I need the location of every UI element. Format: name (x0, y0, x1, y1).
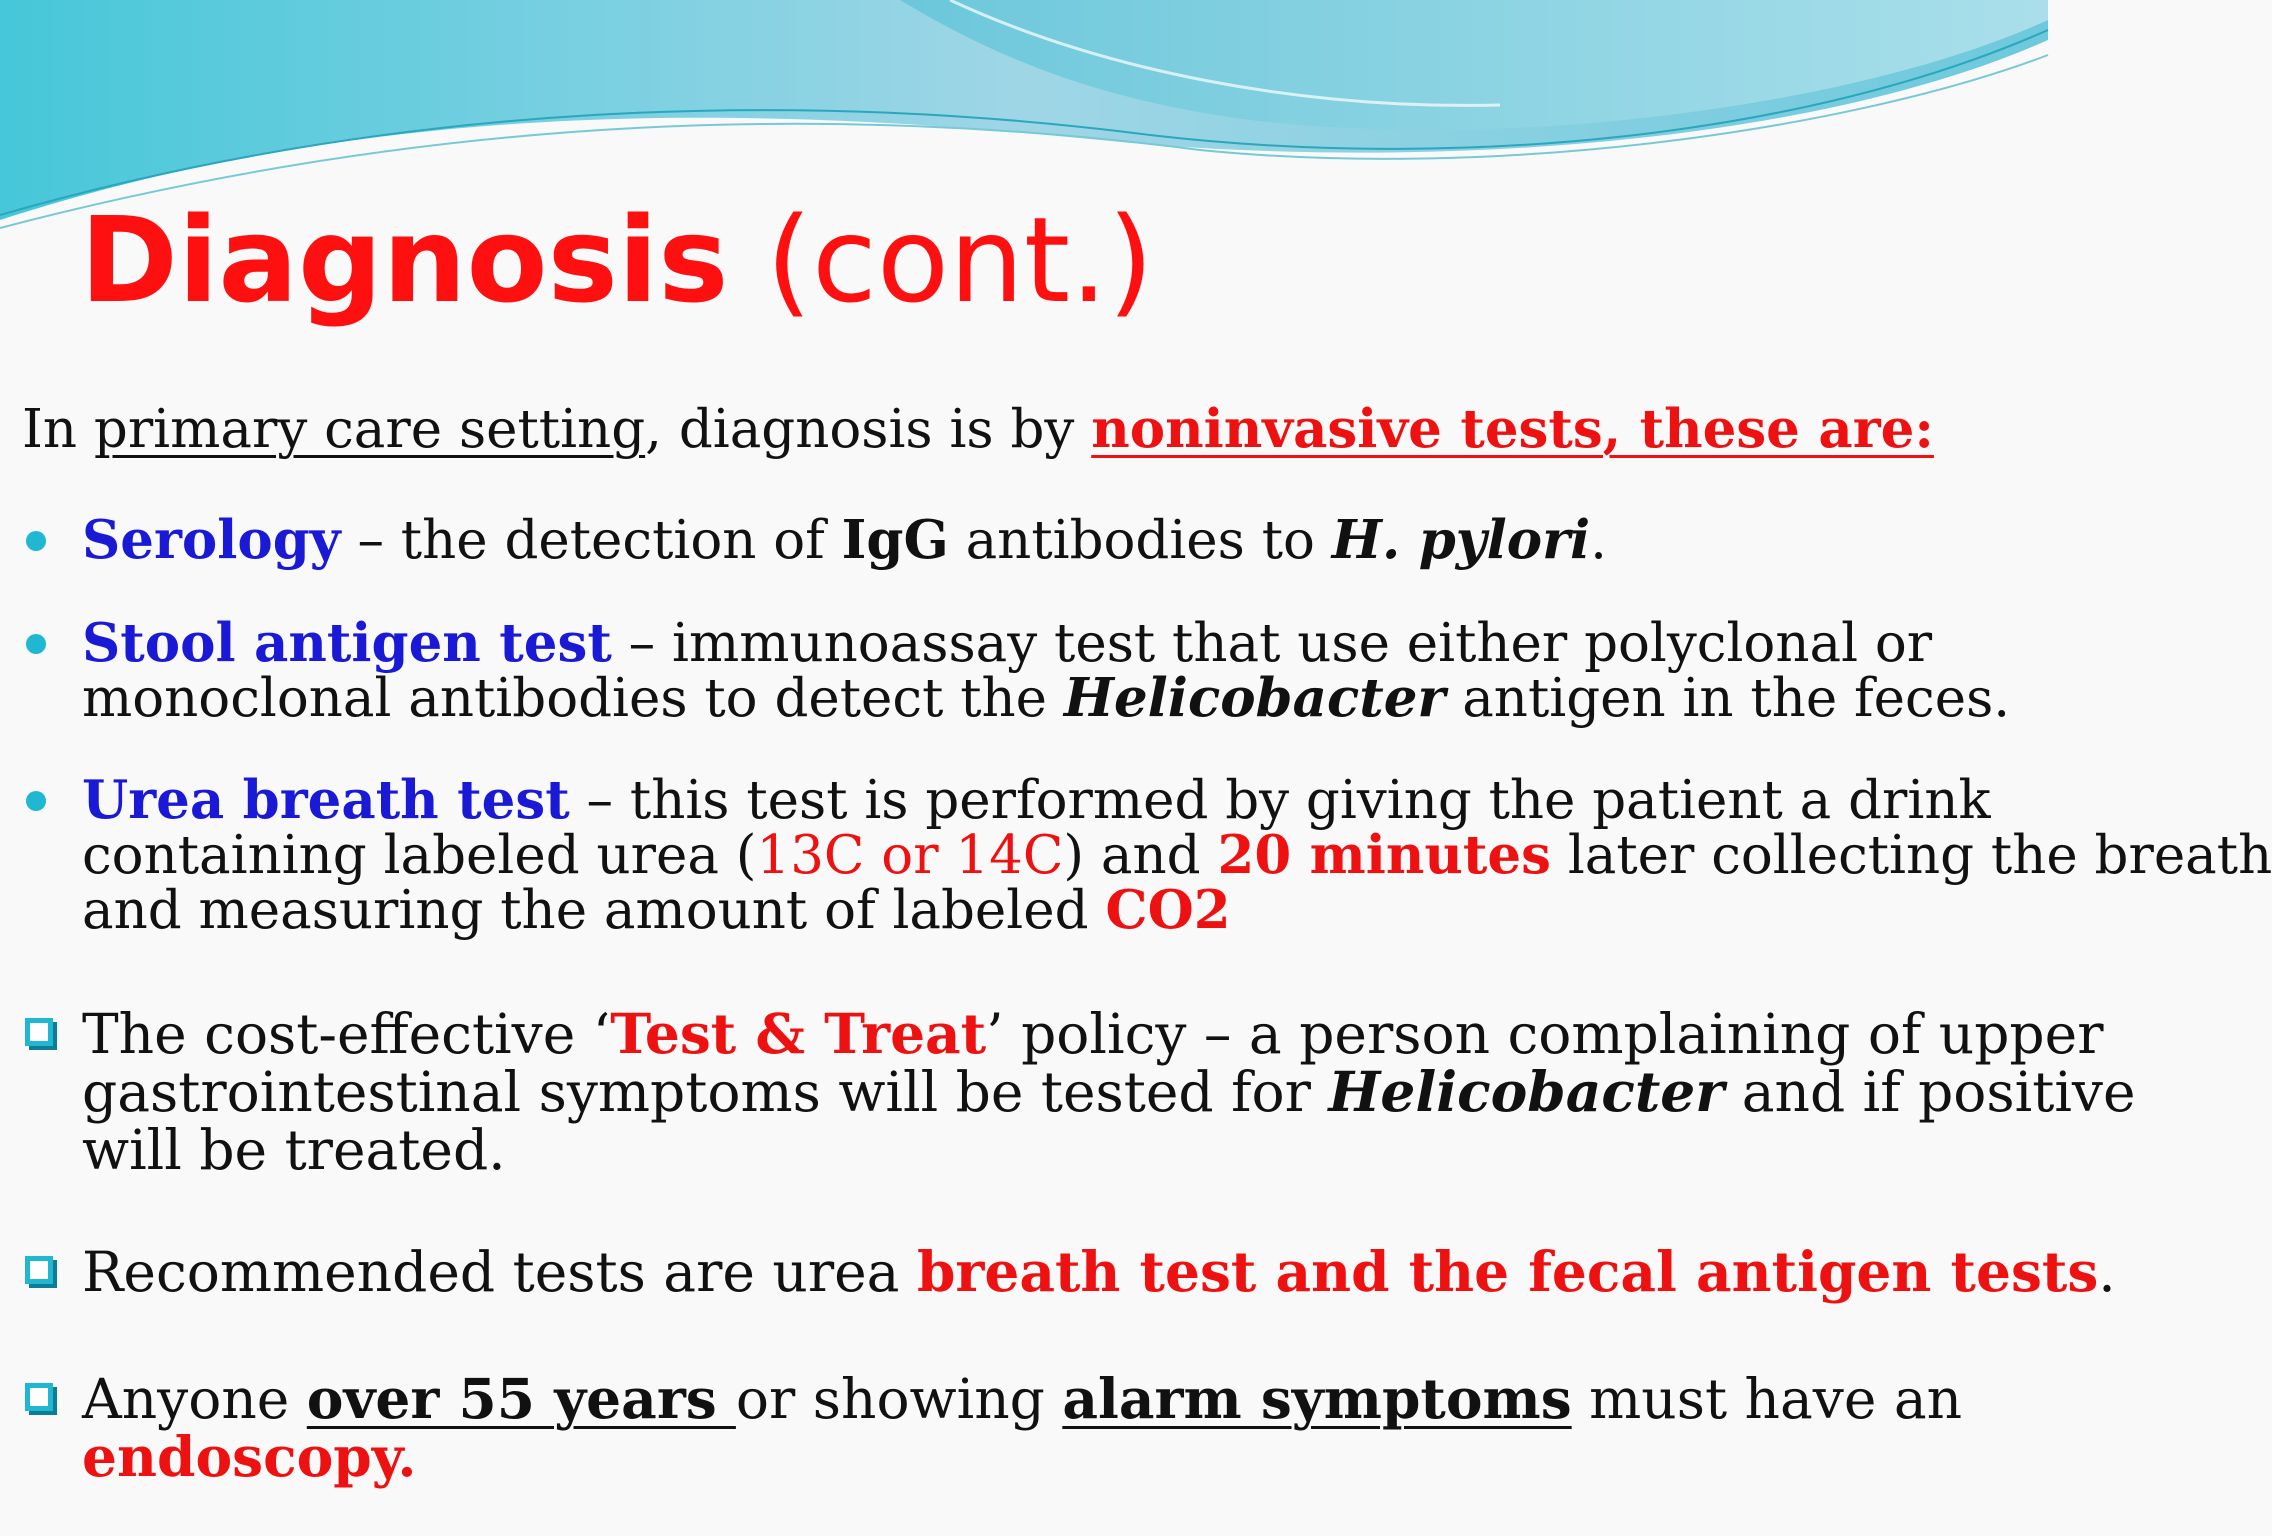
bullet-text: ) and (1063, 825, 1218, 886)
bullet-italic: Helicobacter (1063, 667, 1446, 729)
bullet-stool-antigen (82, 612, 2011, 729)
checkbox-square-icon (25, 1383, 53, 1411)
point-red-bold: breath test and the fecal antigen tests (916, 1239, 2099, 1304)
point-text: Recommended tests are urea (82, 1240, 917, 1304)
bullet-text: – this test is performed by giving the patient a drink (569, 770, 1991, 831)
point-recommended-tests (82, 1239, 2116, 1304)
point-underlined-bold: over 55 years (306, 1366, 736, 1431)
point-text: and if positive (1724, 1060, 2136, 1124)
intro-line (22, 398, 1934, 461)
point-text: The cost-effective ‘ (82, 1002, 611, 1066)
bullet-dot-icon (26, 634, 46, 654)
bullet-italic: H. pylori (1331, 509, 1591, 571)
checkbox-square-icon (25, 1018, 53, 1046)
bullet-text: – immunoassay test that use either polyclonal or (611, 613, 1933, 674)
bullet-text: antibodies to (948, 510, 1332, 571)
point-italic: Helicobacter (1328, 1059, 1725, 1124)
intro-highlight: noninvasive tests, these are: (1091, 398, 1934, 460)
intro-text: In (22, 399, 94, 460)
bullet-serology (82, 509, 1607, 571)
point-anyone-endoscopy (82, 1366, 1963, 1489)
point-red-bold: Test & Treat (610, 1001, 987, 1066)
bullet-bold: IgG (841, 509, 949, 571)
intro-underlined: primary care setting (93, 399, 646, 460)
bullet-text: antigen in the feces. (1445, 668, 2011, 729)
point-red-bold: endoscopy. (82, 1424, 417, 1489)
point-underlined-bold: alarm symptoms (1062, 1366, 1572, 1431)
point-text: must have an (1571, 1367, 1963, 1431)
page-title (80, 185, 1154, 335)
point-text: gastrointestinal symptoms will be tested for (82, 1060, 1329, 1124)
bullet-red: 13C or 14C (756, 825, 1064, 886)
bullet-heading: Serology (82, 509, 341, 571)
bullet-dot-icon (26, 791, 46, 811)
bullet-heading: Stool antigen test (82, 612, 612, 674)
point-text: will be treated. (82, 1118, 506, 1182)
point-text: Anyone (82, 1367, 307, 1431)
point-text: . (2098, 1240, 2116, 1304)
point-test-and-treat (82, 1001, 2136, 1182)
checkbox-square-icon (25, 1256, 53, 1284)
point-text: ’ policy – a person complaining of upper (986, 1002, 2104, 1066)
bullet-text: – the detection of (340, 510, 842, 571)
bullet-text: monoclonal antibodies to detect the (82, 668, 1064, 729)
point-text: or showing (735, 1367, 1063, 1431)
bullet-heading: Urea breath test (82, 769, 570, 831)
bullet-text: later collecting the breath (1550, 825, 2272, 886)
bullet-text: containing labeled urea ( (82, 825, 757, 886)
bullet-dot-icon (26, 531, 46, 551)
title-bold: Diagnosis (80, 191, 729, 329)
intro-text: , diagnosis is by (645, 399, 1092, 460)
bullet-red-bold: CO2 (1105, 879, 1231, 941)
bullet-text: . (1590, 510, 1607, 571)
bullet-red-bold: 20 minutes (1217, 824, 1551, 886)
title-rest: (cont.) (766, 191, 1154, 329)
bullet-urea-breath (82, 769, 2272, 941)
bullet-text: and measuring the amount of labeled (82, 880, 1106, 941)
